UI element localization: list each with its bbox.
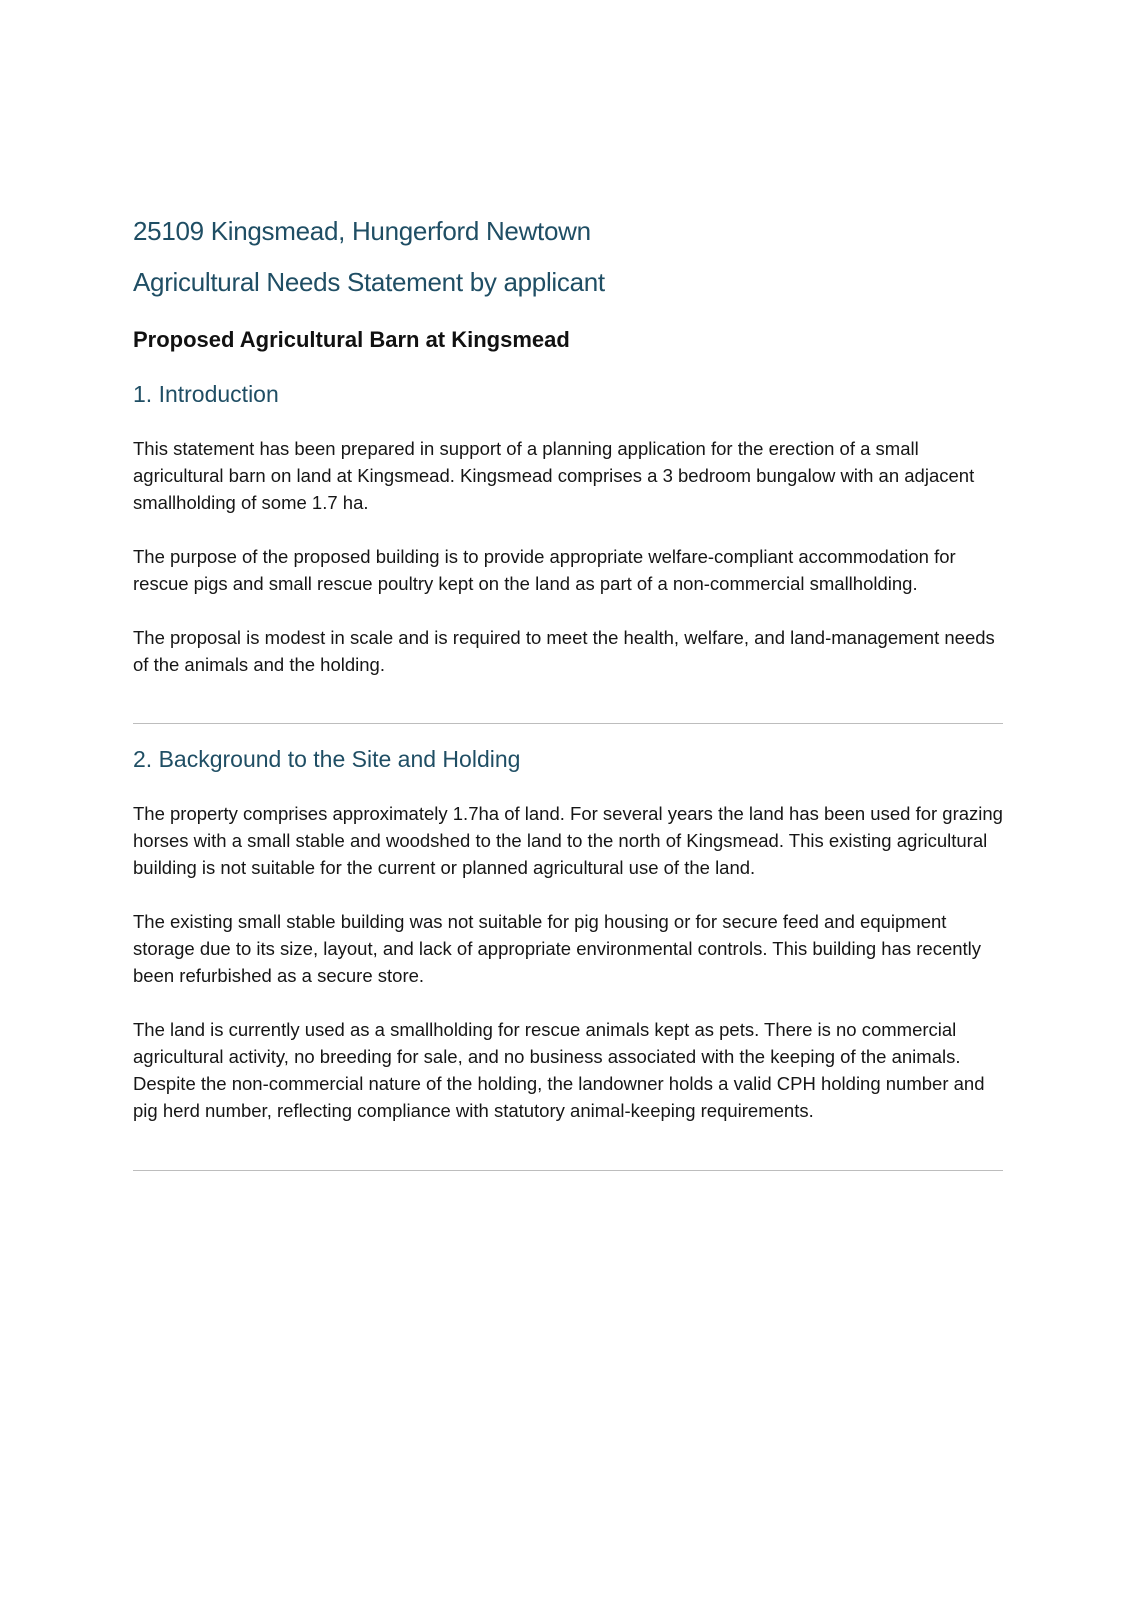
section-heading-background: 2. Background to the Site and Holding — [133, 746, 521, 772]
document-title-line2: Agricultural Needs Statement by applicant — [133, 267, 605, 297]
paragraph: The existing small stable building was not suitable for pig housing or for secure feed and equipment storage due to its size, layout, and lack of appropriate environmental controls. This building has recently been refurbished as a secure store. — [133, 911, 982, 986]
section-divider — [133, 1170, 1003, 1171]
document-subject: Proposed Agricultural Barn at Kingsmead — [133, 327, 570, 352]
paragraph: The property comprises approximately 1.7ha of land. For several years the land has been used for grazing horses with a small stable and woodshed to the land to the north of Kingsmead. This existing agricultural building is not suitable for the current or planned agricultural use of the land. — [133, 803, 1003, 878]
paragraph: This statement has been prepared in support of a planning application for the erection of a small agricultural barn on land at Kingsmead. Kingsmead comprises a 3 bedroom bungalow with an adjacent smallholding of some 1.7 ha. — [133, 438, 975, 513]
document-title-line1: 25109 Kingsmead, Hungerford Newtown — [133, 216, 591, 246]
section-introduction — [133, 379, 1003, 678]
paragraph: The purpose of the proposed building is to provide appropriate welfare-compliant accommodation for rescue pigs and small rescue poultry kept on the land as part of a non-commercial smallholding. — [133, 546, 956, 594]
section-divider — [133, 723, 1003, 724]
paragraph: The proposal is modest in scale and is required to meet the health, welfare, and land-management needs of the animals and the holding. — [133, 627, 995, 675]
document-page — [133, 214, 1003, 1171]
section-background — [133, 744, 1003, 1124]
paragraph: The land is currently used as a smallholding for rescue animals kept as pets. There is no commercial agricultural activity, no breeding for sale, and no business associated with the keeping of the animals. Despite the non-commercial nature of the holding, the landowner holds a valid CPH holding number and pig herd number, reflecting compliance with statutory animal-keeping requirements. — [133, 1019, 985, 1121]
section-heading-introduction: 1. Introduction — [133, 381, 279, 407]
